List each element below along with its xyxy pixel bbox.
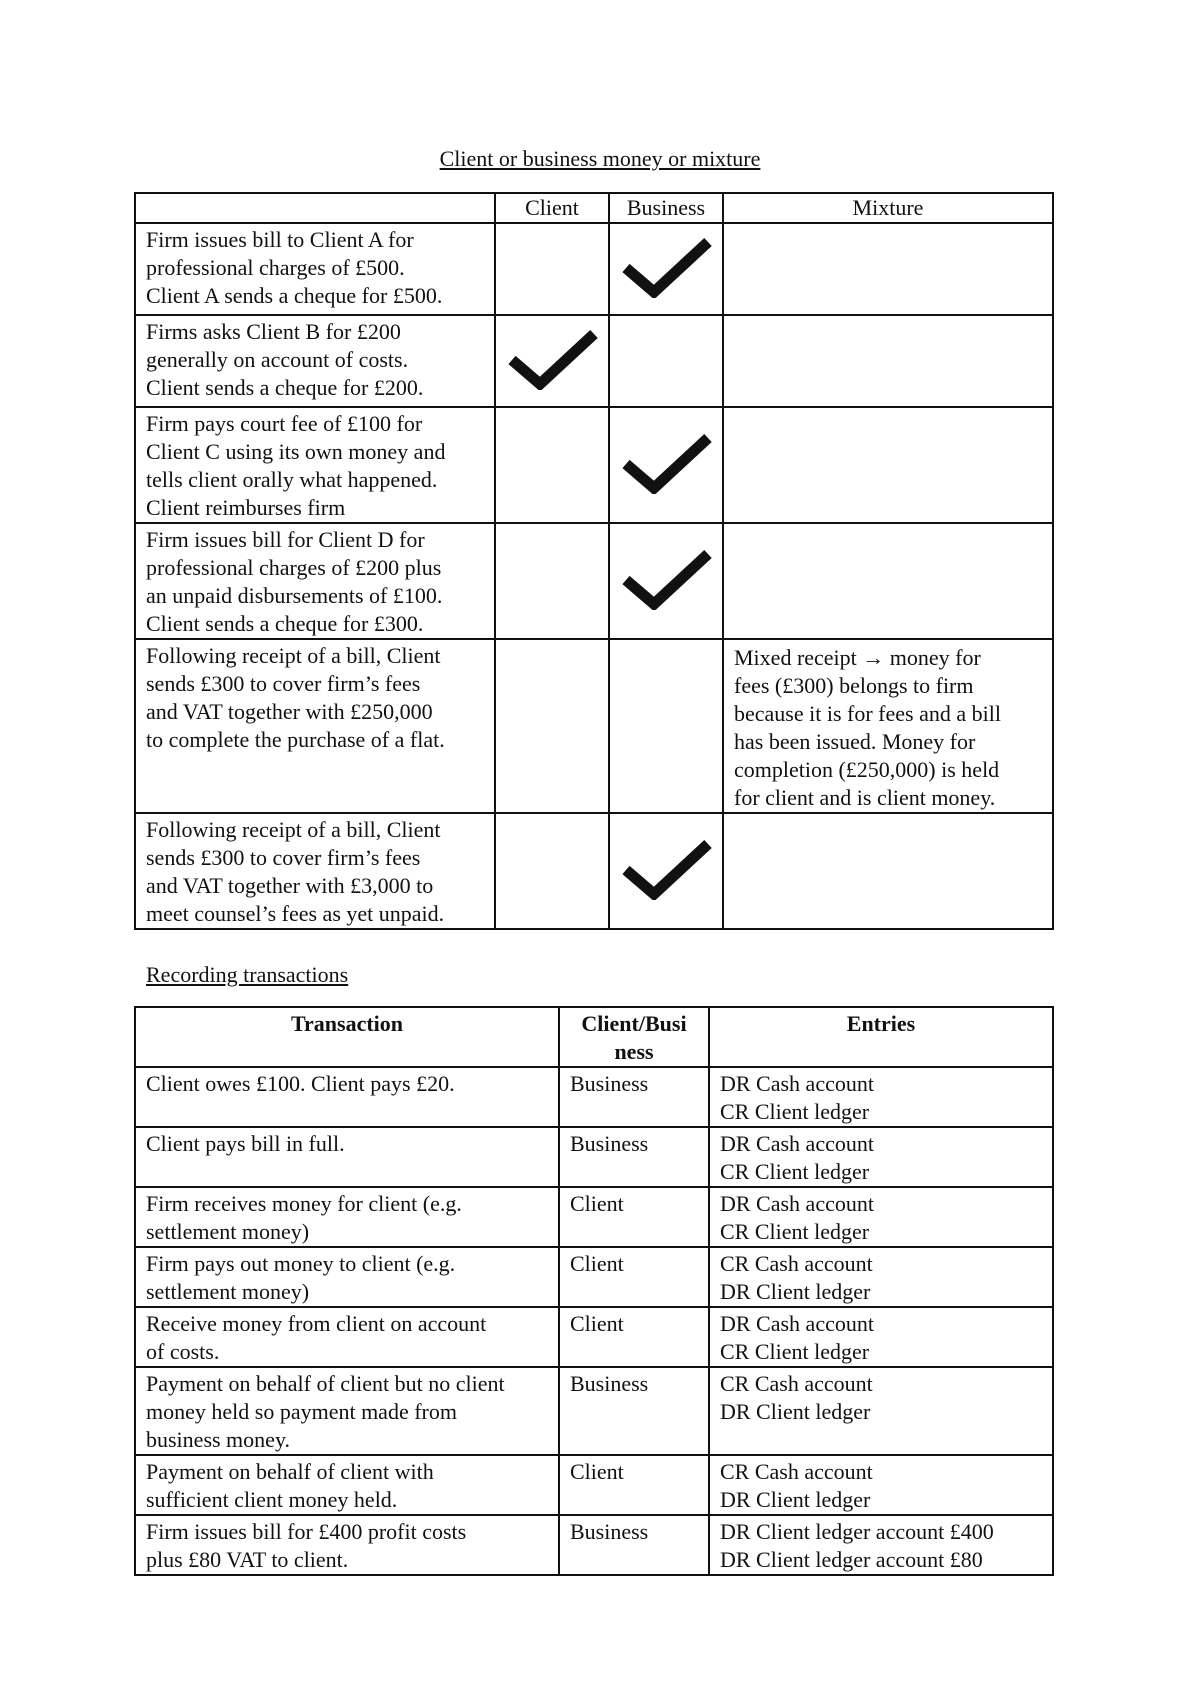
scenario-line: Client A sends a cheque for £500. (146, 283, 443, 308)
mixture-cell (723, 223, 1053, 315)
header-client-business (559, 1007, 709, 1067)
scenario-line: Firms asks Client B for £200 (146, 319, 401, 344)
business-cell (609, 523, 723, 639)
scenario-cell (135, 523, 495, 639)
scenario-line: Client sends a cheque for £300. (146, 611, 424, 636)
mixture-cell (723, 639, 1053, 813)
transaction-cell (135, 1515, 559, 1575)
client-business-cell: Client (559, 1247, 709, 1307)
scenario-line: to complete the purchase of a flat. (146, 727, 445, 752)
client-cell (495, 223, 609, 315)
scenario-line: sends £300 to cover firm’s fees (146, 845, 421, 870)
table-header-row (135, 193, 1053, 223)
entry-line: CR Client ledger (720, 1099, 870, 1124)
header-business: Business (609, 193, 723, 223)
mixture-cell (723, 407, 1053, 523)
client-cell (495, 523, 609, 639)
scenario-line: professional charges of £200 plus (146, 555, 442, 580)
transaction-line: plus £80 VAT to client. (146, 1547, 349, 1572)
header-transaction (135, 1007, 559, 1067)
entry-line: CR Client ledger (720, 1159, 870, 1184)
transaction-line: Firm receives money for client (e.g. (146, 1191, 462, 1216)
business-cell (609, 223, 723, 315)
transaction-cell (135, 1455, 559, 1515)
scenario-line: and VAT together with £3,000 to (146, 873, 434, 898)
table-row (135, 1515, 1053, 1575)
scenario-line: Firm issues bill for Client D for (146, 527, 425, 552)
entry-line: CR Cash account (720, 1371, 873, 1396)
transaction-line: Payment on behalf of client with (146, 1459, 434, 1484)
check-icon (620, 474, 712, 499)
entry-line: DR Client ledger (720, 1487, 871, 1512)
transaction-line: sufficient client money held. (146, 1487, 398, 1512)
scenario-line: Following receipt of a bill, Client (146, 643, 441, 668)
mixture-line: completion (£250,000) is held (734, 757, 1000, 782)
table-row (135, 1187, 1053, 1247)
entry-line: CR Cash account (720, 1459, 873, 1484)
header-mixture: Mixture (723, 193, 1053, 223)
table-row (135, 639, 1053, 813)
transaction-line: business money. (146, 1427, 291, 1452)
business-cell (609, 813, 723, 929)
table-row (135, 523, 1053, 639)
transaction-cell (135, 1127, 559, 1187)
entry-line: DR Client ledger (720, 1399, 871, 1424)
transaction-line: money held so payment made from (146, 1399, 457, 1424)
entries-cell (709, 1307, 1053, 1367)
table-row (135, 1367, 1053, 1455)
client-business-cell: Business (559, 1367, 709, 1455)
scenario-line: professional charges of £500. (146, 255, 405, 280)
recording-transactions-table (134, 1006, 1054, 1576)
scenario-line: Firm pays court fee of £100 for (146, 411, 423, 436)
transaction-line: Client pays bill in full. (146, 1131, 345, 1156)
scenario-cell (135, 315, 495, 407)
scenario-line: Client sends a cheque for £200. (146, 375, 424, 400)
mixture-cell (723, 315, 1053, 407)
client-business-cell: Business (559, 1515, 709, 1575)
check-icon (620, 880, 712, 905)
table-row (135, 1067, 1053, 1127)
mixture-line: has been issued. Money for (734, 729, 976, 754)
business-cell (609, 407, 723, 523)
entry-line: CR Client ledger (720, 1339, 870, 1364)
transaction-cell (135, 1187, 559, 1247)
entries-cell (709, 1187, 1053, 1247)
entry-line: DR Cash account (720, 1131, 874, 1156)
table-row (135, 1455, 1053, 1515)
client-cell (495, 639, 609, 813)
client-cell (495, 407, 609, 523)
section2-title: Recording transactions (146, 962, 349, 987)
header-client: Client (495, 193, 609, 223)
mixture-line: Mixed receipt → money for (734, 645, 981, 670)
transaction-cell (135, 1307, 559, 1367)
transaction-line: Firm issues bill for £400 profit costs (146, 1519, 467, 1544)
scenario-line: an unpaid disbursements of £100. (146, 583, 443, 608)
entry-line: CR Client ledger (720, 1219, 870, 1244)
client-cell (495, 315, 609, 407)
header-line: Client/Busi (581, 1011, 687, 1036)
client-business-cell: Client (559, 1455, 709, 1515)
transaction-line: Firm pays out money to client (e.g. (146, 1251, 456, 1276)
header-entries (709, 1007, 1053, 1067)
scenario-cell (135, 639, 495, 813)
scenario-line: meet counsel’s fees as yet unpaid. (146, 901, 445, 926)
table-row (135, 315, 1053, 407)
entry-line: DR Cash account (720, 1191, 874, 1216)
check-icon (506, 370, 598, 395)
scenario-cell (135, 813, 495, 929)
header-line: Transaction (290, 1011, 404, 1036)
transaction-cell (135, 1067, 559, 1127)
mixture-line: for client and is client money. (734, 785, 996, 810)
scenario-line: generally on account of costs. (146, 347, 409, 372)
client-business-cell: Client (559, 1307, 709, 1367)
scenario-line: and VAT together with £250,000 (146, 699, 433, 724)
header-blank (135, 193, 495, 223)
table-row (135, 1127, 1053, 1187)
mixture-cell (723, 813, 1053, 929)
check-icon (620, 590, 712, 615)
scenario-line: Firm issues bill to Client A for (146, 227, 414, 252)
client-business-cell: Client (559, 1187, 709, 1247)
entries-cell (709, 1247, 1053, 1307)
entry-line: DR Cash account (720, 1311, 874, 1336)
scenario-cell (135, 223, 495, 315)
entries-cell (709, 1127, 1053, 1187)
transaction-line: settlement money) (146, 1279, 310, 1304)
header-line: Entries (846, 1011, 916, 1036)
money-classification-table (134, 192, 1054, 930)
mixture-cell (723, 523, 1053, 639)
entry-line: DR Cash account (720, 1071, 874, 1096)
transaction-line: Client owes £100. Client pays £20. (146, 1071, 455, 1096)
scenario-line: Client reimburses firm (146, 495, 346, 520)
mixture-line: fees (£300) belongs to firm (734, 673, 974, 698)
header-line: ness (614, 1039, 654, 1064)
transaction-line: settlement money) (146, 1219, 310, 1244)
client-business-cell: Business (559, 1127, 709, 1187)
transaction-line: Receive money from client on account (146, 1311, 487, 1336)
entry-line: DR Client ledger account £80 (720, 1547, 983, 1572)
table-header-row (135, 1007, 1053, 1067)
check-icon (620, 278, 712, 303)
business-cell (609, 315, 723, 407)
client-cell (495, 813, 609, 929)
transaction-cell (135, 1247, 559, 1307)
entry-line: DR Client ledger account £400 (720, 1519, 994, 1544)
scenario-cell (135, 407, 495, 523)
table-row (135, 813, 1053, 929)
table-row (135, 407, 1053, 523)
business-cell (609, 639, 723, 813)
entry-line: CR Cash account (720, 1251, 873, 1276)
client-business-cell: Business (559, 1067, 709, 1127)
table-row (135, 1307, 1053, 1367)
entry-line: DR Client ledger (720, 1279, 871, 1304)
entries-cell (709, 1455, 1053, 1515)
scenario-line: Client C using its own money and (146, 439, 446, 464)
entries-cell (709, 1515, 1053, 1575)
entries-cell (709, 1367, 1053, 1455)
transaction-line: Payment on behalf of client but no client (146, 1371, 505, 1396)
scenario-line: tells client orally what happened. (146, 467, 438, 492)
table-row (135, 1247, 1053, 1307)
scenario-line: Following receipt of a bill, Client (146, 817, 441, 842)
transaction-line: of costs. (146, 1339, 220, 1364)
table-row (135, 223, 1053, 315)
section1-title: Client or business money or mixture (439, 146, 761, 171)
entries-cell (709, 1067, 1053, 1127)
mixture-line: because it is for fees and a bill (734, 701, 1001, 726)
scenario-line: sends £300 to cover firm’s fees (146, 671, 421, 696)
transaction-cell (135, 1367, 559, 1455)
